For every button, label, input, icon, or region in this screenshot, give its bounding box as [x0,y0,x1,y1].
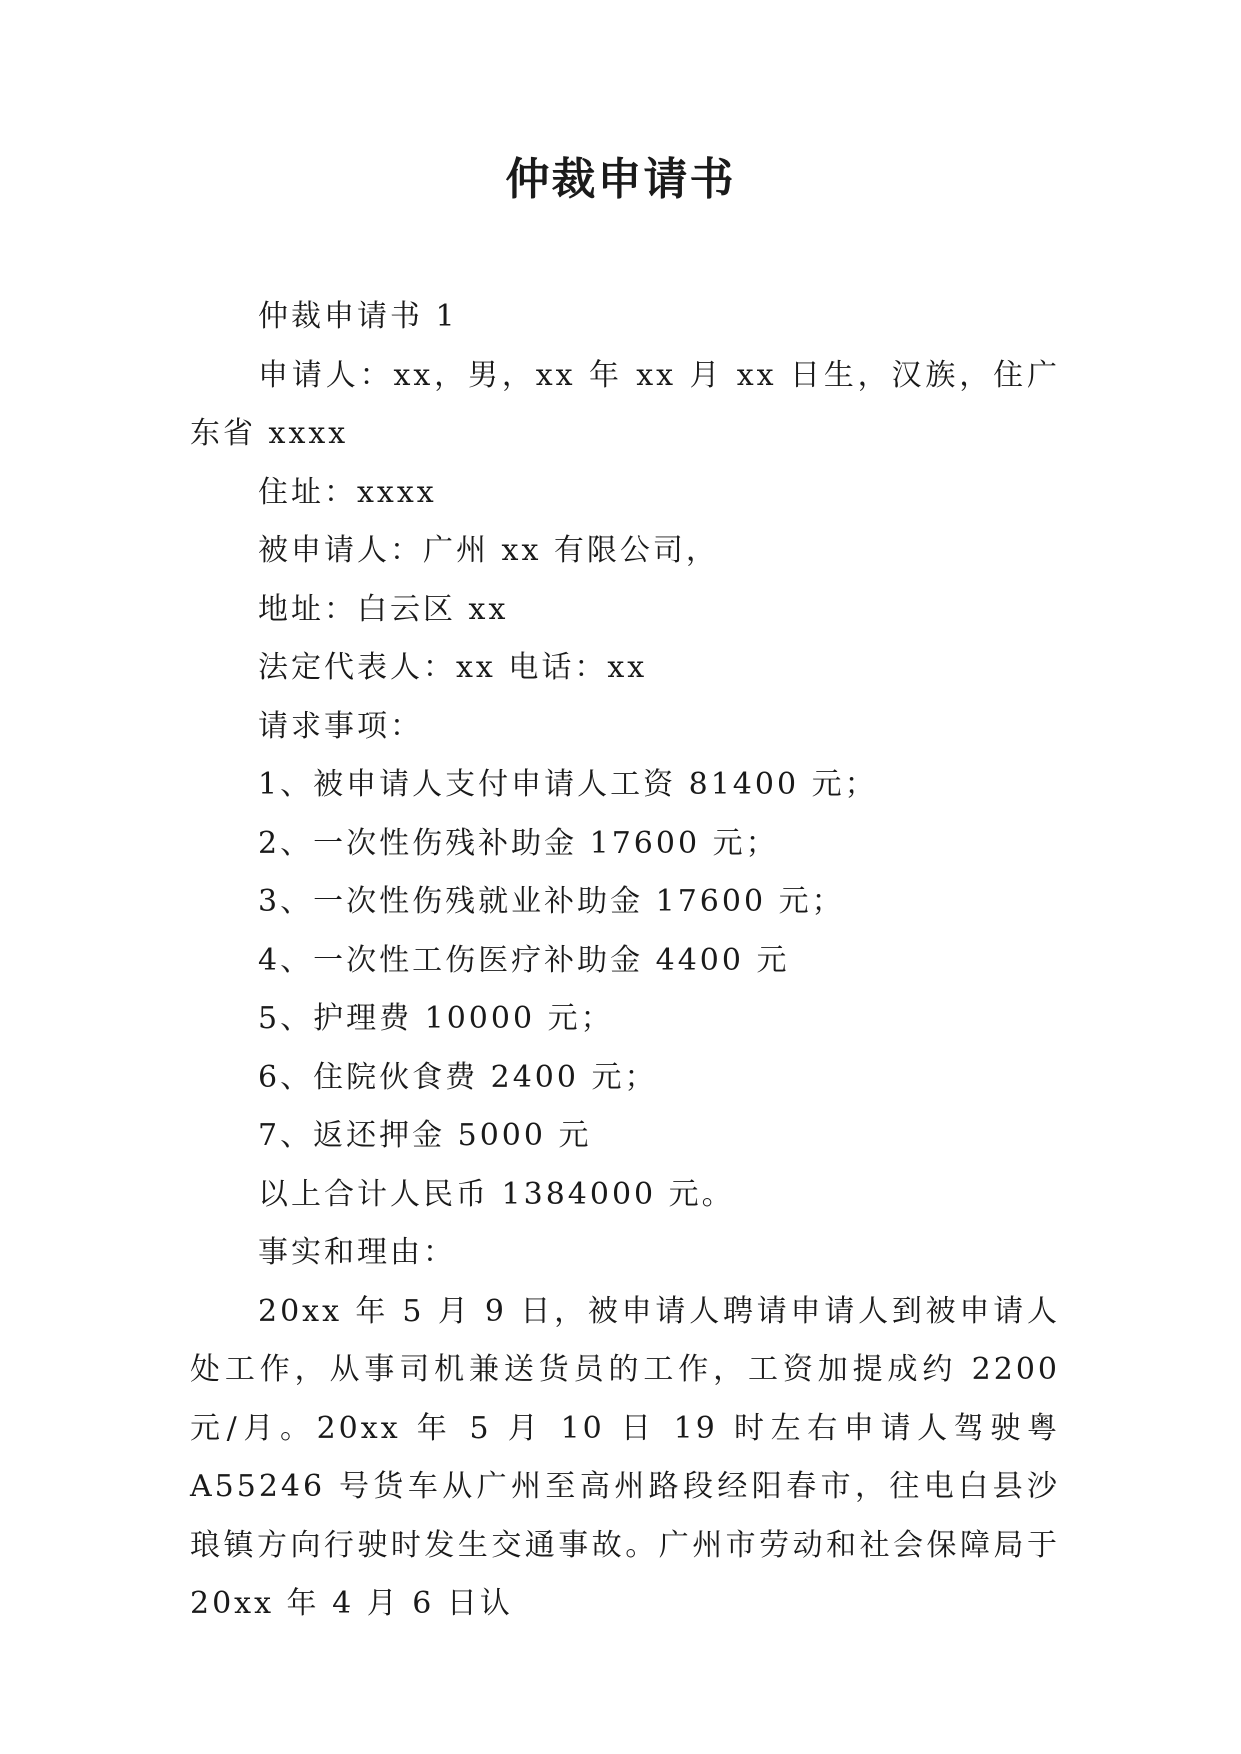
claim-item: 1、被申请人支付申请人工资 81400 元； [258,767,878,802]
legal-representative: 法定代表人：xx 电话：xx [258,650,648,685]
claims-total: 以上合计人民币 1384000 元。 [258,1176,735,1212]
claim-item: 7、返还押金 5000 元 [258,1118,592,1153]
claim-item: 3、一次性伤残就业补助金 17600 元； [258,884,845,919]
facts-heading: 事实和理由： [258,1235,456,1270]
claim-item: 5、护理费 10000 元； [258,1001,614,1036]
claim-item: 6、住院伙食费 2400 元； [258,1059,658,1095]
respondent-address: 地址：白云区 xx [258,591,509,627]
applicant-address: 住址：xxxx [258,474,437,510]
document-body [190,288,1060,1634]
claims-heading: 请求事项： [258,708,423,744]
respondent-name: 被申请人：广州 xx 有限公司， [258,533,719,568]
claim-item: 2、一次性伤残补助金 17600 元； [258,825,779,861]
document-title: 仲裁申请书 [505,154,736,205]
claim-item: 4、一次性工伤医疗补助金 4400 元 [258,942,790,978]
facts-paragraph: 20xx 年 5 月 9 日，被申请人聘请申请人到被申请人处工作，从事司机兼送货员的工作，工资加提成约 2200 元/月。20xx 年 5 月 10 日 19 时左右申请人驾驶粤 A55246 号货车从广州至高州路段经阳春市，往电白县沙琅镇方向行驶时发生交通事故。广州市劳动和社会保障局于 20xx 年 4 月 6 日认 [190,1293,1060,1621]
section-heading: 仲裁申请书 1 [258,299,458,334]
applicant-info: 申请人：xx，男，xx 年 xx 月 xx 日生，汉族，住广东省 xxxx [190,357,1060,451]
